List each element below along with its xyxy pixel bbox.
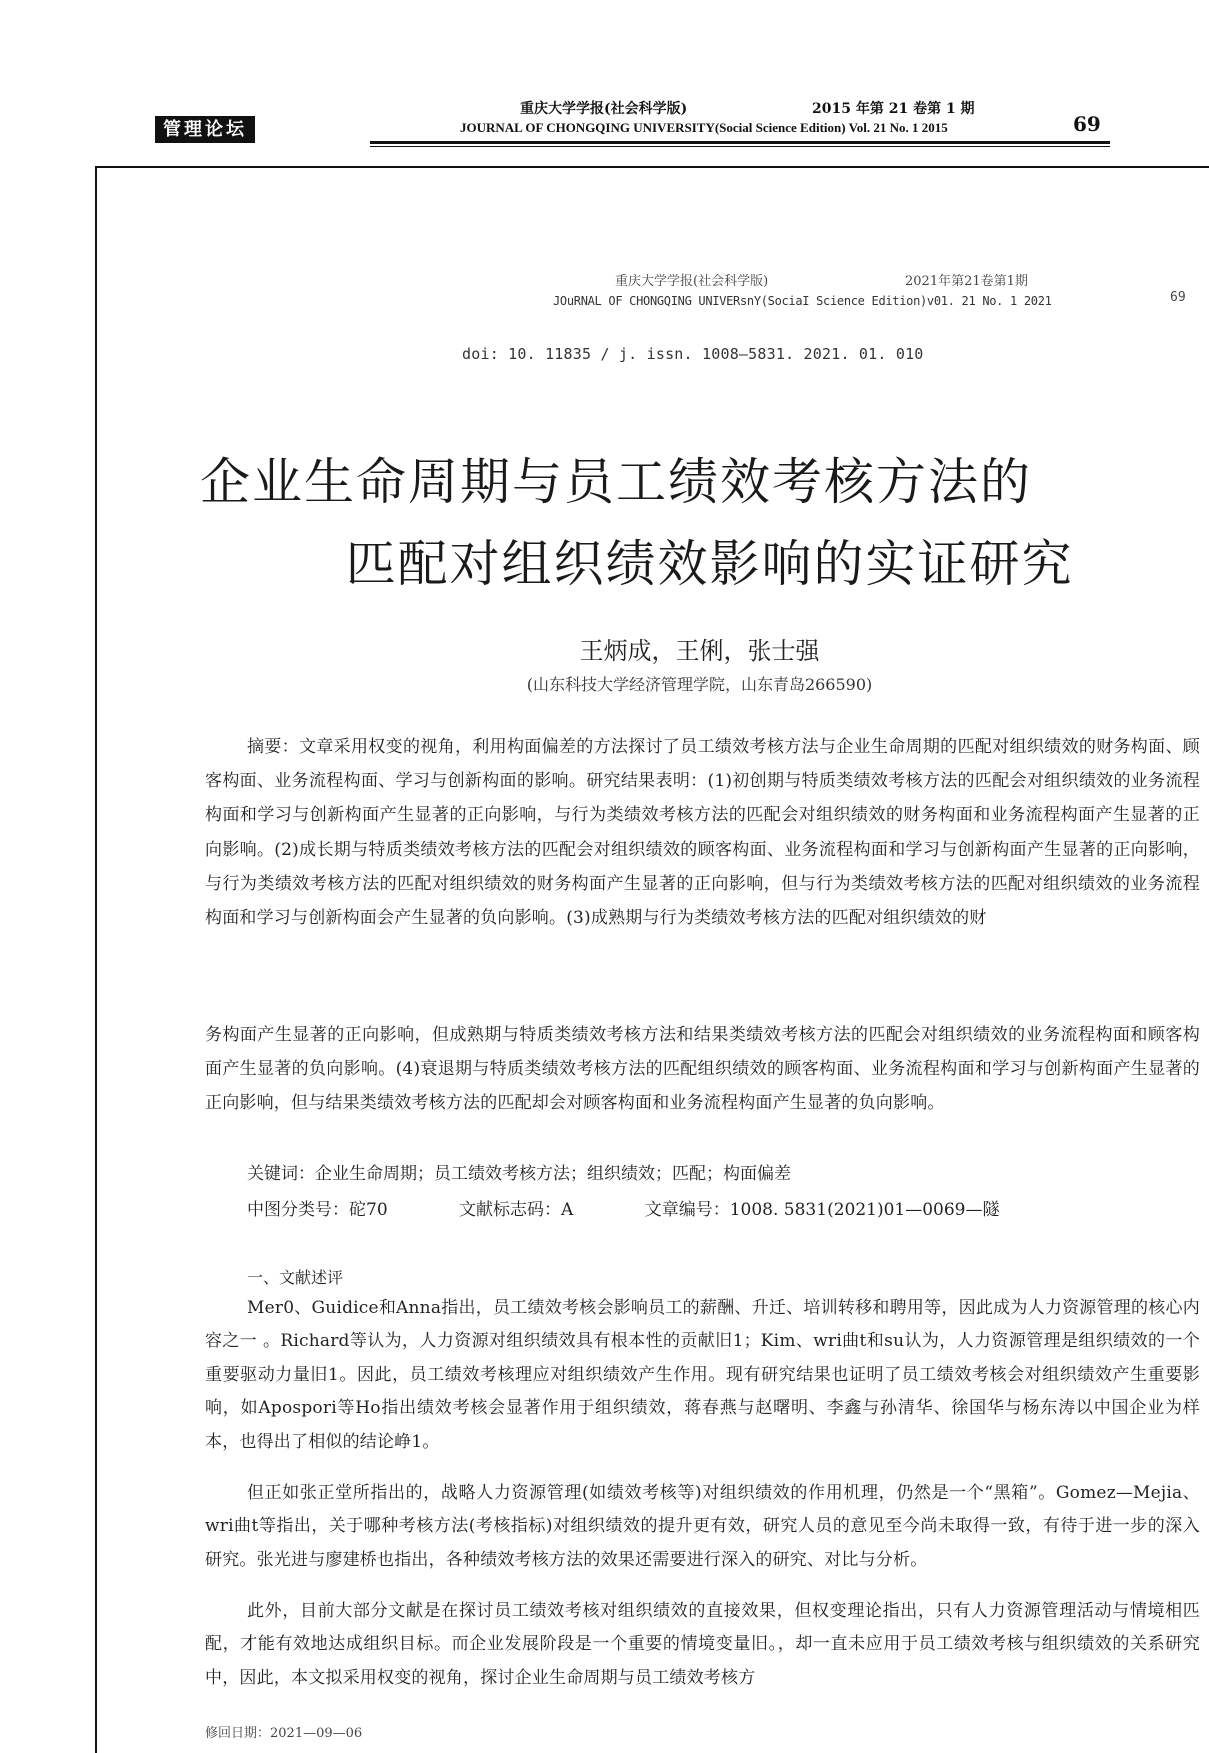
clc-number: 中图分类号：砣70: [247, 1200, 388, 1220]
header-rule-thin: [370, 146, 1110, 147]
inner-journal-name-cn: 重庆大学学报(社会科学版): [615, 274, 769, 289]
paper-title-line-2: 匹配对组织绩效影响的实证研究: [345, 535, 1074, 593]
header-rule-thick: [370, 141, 1110, 144]
paragraph-2: 但正如张正堂所指出的，战略人力资源管理(如绩效考核等)对组织绩效的作用机理，仍然是一个“黑箱”。Gomez—Mejia、wri曲t等指出，关于哪种考核方法(考核指标)对组织绩效的提升更有效，研究人员的意见至今尚未取得一致，有待于进一步的深入研究。张光进与廖建桥也指出，各种绩效考核方法的效果还需要进行深入的研究、对比与分析。: [205, 1483, 1200, 1570]
abstract-part-2: 务构面产生显著的正向影响，但成熟期与特质类绩效考核方法和结果类绩效考核方法的匹配会对组织绩效的业务流程构面和顾客构面产生显著的负向影响。(4)衰退期与特质类绩效考核方法的匹配组织绩效的顾客构面、业务流程构面和学习与创新构面产生显著的正向影响，但与结果类绩效考核方法的匹配却会对顾客构面和业务流程构面产生显著的负向影响。: [205, 1025, 1200, 1114]
journal-name-cn: 重庆大学学报(社会科学版): [520, 101, 688, 117]
classification-line: [247, 1195, 1066, 1220]
doi: doi: 10. 11835 / j. issn. 1008—5831. 2021. 01. 010: [462, 345, 924, 363]
section-heading: 一、文献述评: [247, 1268, 344, 1287]
revision-date-footnote: 修回日期：2021—09—06: [205, 1726, 363, 1741]
inner-journal-issue-cn: 2021年第21卷第1期: [905, 274, 1028, 289]
article-number: 文章编号：1008. 5831(2021)01—0069—隧: [644, 1200, 1000, 1220]
affiliation: (山东科技大学经济管理学院，山东青岛266590): [526, 675, 873, 694]
page-frame-left: [95, 166, 97, 1753]
document-code: 文献标志码：A: [459, 1200, 574, 1220]
journal-issue-cn: 2015 年第 21 卷第 1 期: [812, 101, 975, 117]
keywords: 关键词：企业生命周期；员工绩效考核方法；组织绩效；匹配；构面偏差: [247, 1164, 791, 1184]
paragraph-1: Mer0、Guidice和Anna指出，员工绩效考核会影响员工的薪酬、升迁、培训转移和聘用等，因此成为人力资源管理的核心内容之一 。Richard等认为，人力资源对组织绩效具有根本性的贡献旧1；Kim、wri曲t和su认为，人力资源管理是组织绩效的一个重要驱动力量旧1。因此，员工绩效考核理应对组织绩效产生作用。现有研究结果也证明了员工绩效考核会对组织绩效产生重要影响，如Apospori等Ho指出绩效考核会显著作用于组织绩效，蒋春燕与赵曙明、李鑫与孙清华、徐国华与杨东涛以中国企业为样本，也得出了相似的结论峥1。: [205, 1298, 1200, 1452]
journal-name-en: JOURNAL OF CHONGQING UNIVERSITY(Social Science Edition) Vol. 21 No. 1 2015: [460, 120, 948, 135]
paragraph-3: 此外，目前大部分文献是在探讨员工绩效考核对组织绩效的直接效果，但权变理论指出，只有人力资源管理活动与情境相匹配，才能有效地达成组织目标。而企业发展阶段是一个重要的情境变量旧。，却一直未应用于员工绩效考核与组织绩效的关系研究中，因此，本文拟采用权变的视角，探讨企业生命周期与员工绩效考核方: [205, 1601, 1200, 1688]
inner-page-number: 69: [1170, 290, 1186, 305]
page-frame-top: [95, 166, 1209, 168]
paper-title-line-1: 企业生命周期与员工绩效考核方法的: [200, 453, 1032, 511]
page-number: 69: [1073, 112, 1101, 136]
column-badge: 管理论坛: [155, 116, 255, 143]
authors: 王炳成，王俐，张士强: [579, 637, 820, 665]
inner-journal-name-en: JOuRNAL OF CHONGQING UNIVERsnY(SociaI Science Edition)v01. 21 No. 1 2021: [553, 294, 1052, 308]
abstract-part-1: 摘要：文章采用权变的视角，利用构面偏差的方法探讨了员工绩效考核方法与企业生命周期的匹配对组织绩效的财务构面、顾客构面、业务流程构面、学习与创新构面的影响。研究结果表明：(1)初创期与特质类绩效考核方法的匹配会对组织绩效的业务流程构面和学习与创新构面产生显著的正向影响，与行为类绩效考核方法的匹配会对组织绩效的财务构面和业务流程构面产生显著的正向影响。(2)成长期与特质类绩效考核方法的匹配会对组织绩效的顾客构面、业务流程构面和学习与创新构面产生显著的正向影响，与行为类绩效考核方法的匹配对组织绩效的财务构面产生显著的正向影响，但与行为类绩效考核方法的匹配对组织绩效的业务流程构面和学习与创新构面会产生显著的负向影响。(3)成熟期与行为类绩效考核方法的匹配对组织绩效的财: [205, 737, 1200, 929]
